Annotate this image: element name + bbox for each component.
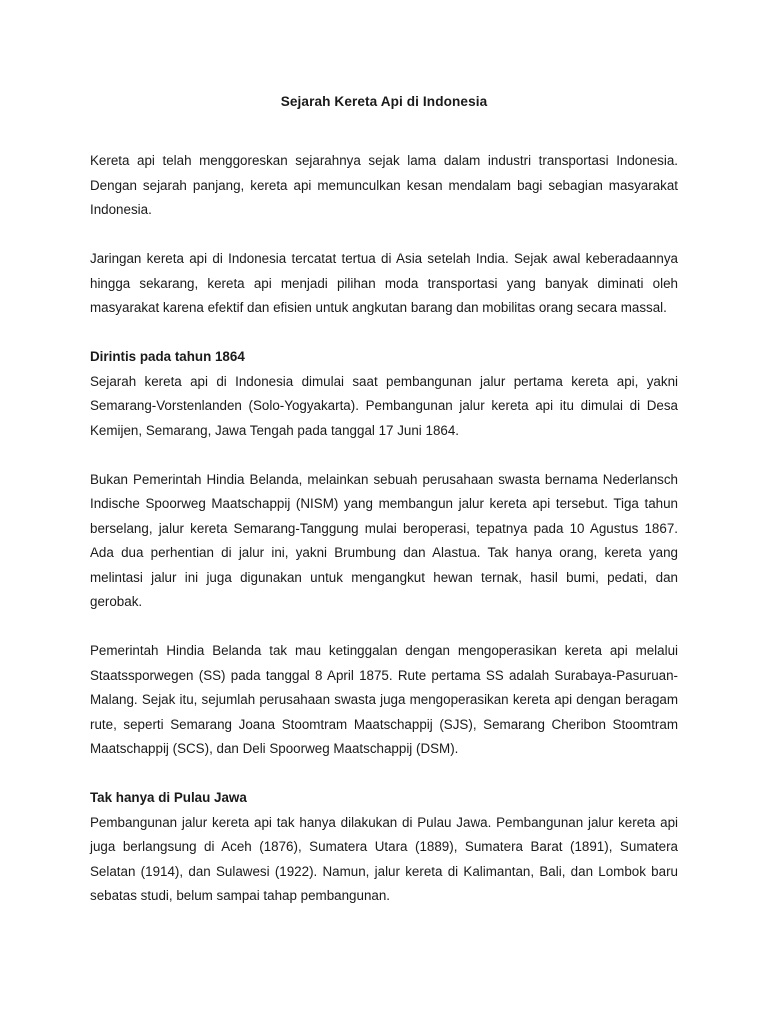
section-heading-dirintis: Dirintis pada tahun 1864 bbox=[90, 349, 245, 364]
section-paragraph: Pemerintah Hindia Belanda tak mau ketinggalan dengan mengoperasikan kereta api melalui Staatssporwegen (SS) pada tanggal 8 April 1875. Rute pertama SS adalah Surabaya-Pasuruan-Malang. Sejak itu, sejumlah perusahaan swasta juga mengoperasikan kereta api dengan beragam rute, seperti Semarang Joana Stoomtram Maatschappij (SJS), Semarang Cheribon Stoomtram Maatschappij (SCS), dan Deli Spoorweg Maatschappij (DSM). bbox=[90, 643, 678, 756]
section-paragraph: Pembangunan jalur kereta api tak hanya dilakukan di Pulau Jawa. Pembangunan jalur kereta api juga berlangsung di Aceh (1876), Sumatera Utara (1889), Sumatera Barat (1891), Sumatera Selatan (1914), dan Sulawesi (1922). Namun, jalur kereta di Kalimantan, Bali, dan Lombok baru sebatas studi, belum sampai tahap pembangunan. bbox=[90, 814, 678, 903]
intro-paragraph: Kereta api telah menggoreskan sejarahnya sejak lama dalam industri transportasi Indonesia. Dengan sejarah panjang, kereta api memunculkan kesan mendalam bagi sebagian masyarakat Indonesia. bbox=[90, 153, 678, 217]
section-paragraph: Sejarah kereta api di Indonesia dimulai saat pembangunan jalur pertama kereta api, yakni Semarang-Vorstenlanden (Solo-Yogyakarta). Pembangunan jalur kereta api itu dimulai di Desa Kemijen, Semarang, Jawa Tengah pada tanggal 17 Juni 1864. bbox=[90, 373, 678, 438]
document-body bbox=[90, 91, 678, 933]
document-title: Sejarah Kereta Api di Indonesia bbox=[280, 94, 488, 109]
section-heading-pulau-jawa: Tak hanya di Pulau Jawa bbox=[90, 790, 247, 805]
intro-paragraph: Jaringan kereta api di Indonesia tercatat tertua di Asia setelah India. Sejak awal keberadaannya hingga sekarang, kereta api menjadi pilihan moda transportasi yang banyak diminati oleh masyarakat karena efektif dan efisien untuk angkutan barang dan mobilitas orang secara massal. bbox=[90, 251, 678, 315]
section-paragraph: Bukan Pemerintah Hindia Belanda, melainkan sebuah perusahaan swasta bernama Nederlansch Indische Spoorweg Maatschappij (NISM) yang membangun jalur kereta api tersebut. Tiga tahun berselang, jalur kereta Semarang-Tanggung mulai beroperasi, tepatnya pada 10 Agustus 1867. Ada dua perhentian di jalur ini, yakni Brumbung dan Alastua. Tak hanya orang, kereta yang melintasi jalur ini juga digunakan untuk mengangkut hewan ternak, hasil bumi, pedati, dan gerobak. bbox=[90, 471, 678, 609]
